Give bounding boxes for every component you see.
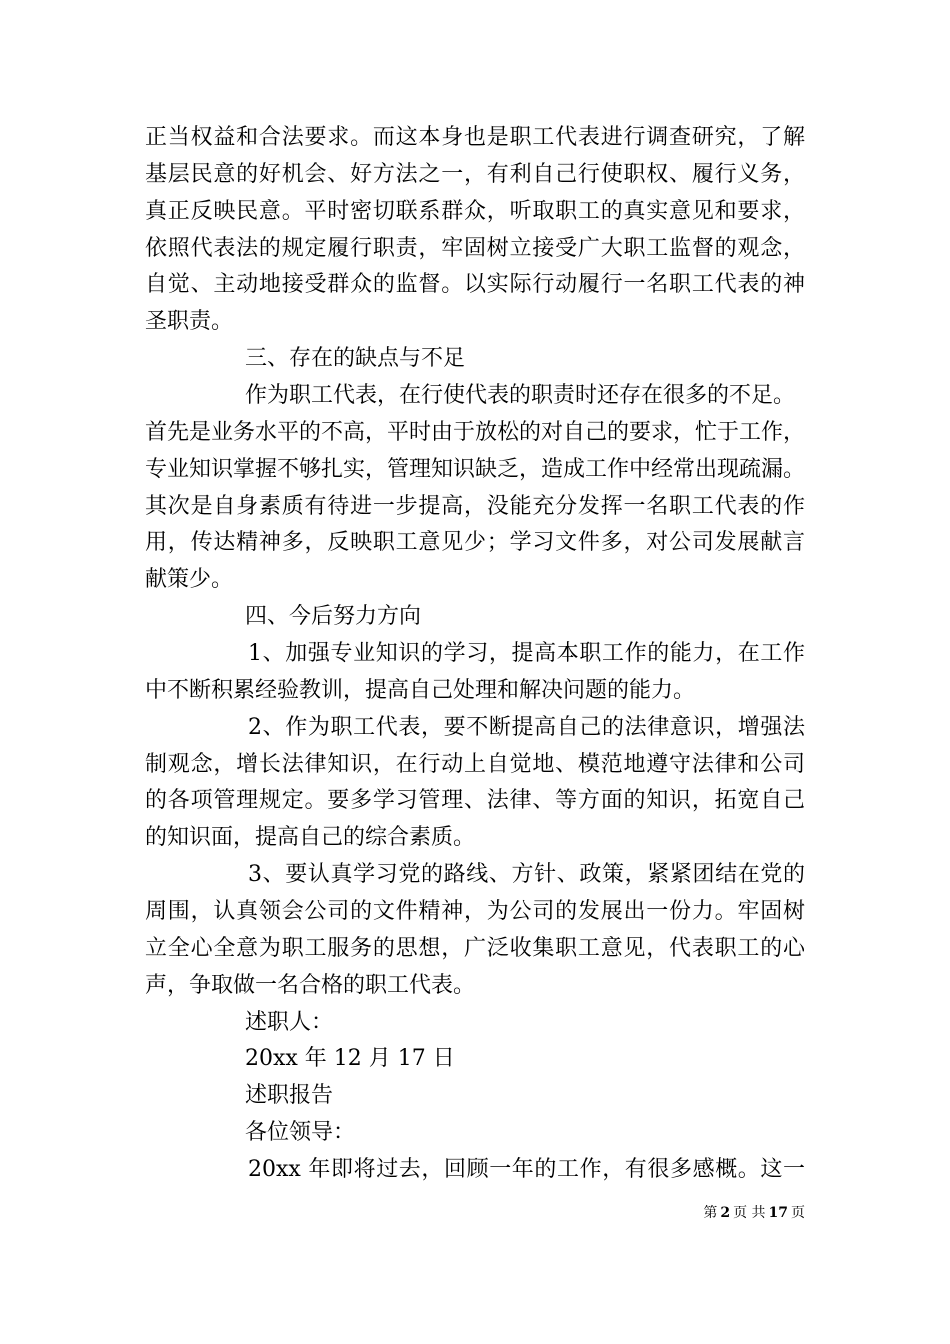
- salutation: 各位领导：: [245, 1120, 356, 1146]
- list-item-2: 2、作为职工代表，要不断提高自己的法律意识，增强法: [248, 714, 805, 740]
- text-line: 首先是业务水平的不高，平时由于放松的对自己的要求，忙于工作，: [145, 419, 805, 445]
- text-line: 用，传达精神多，反映职工意见少；学习文件多，对公司发展献言: [145, 530, 805, 556]
- text-line: 圣职责。: [145, 309, 234, 335]
- footer-suffix: 页: [791, 1205, 805, 1221]
- text-line: 立全心全意为职工服务的思想，广泛收集职工意见，代表职工的心: [145, 935, 805, 961]
- text-line: 周围，认真领会公司的文件精神，为公司的发展出一份力。牢固树: [145, 899, 805, 925]
- report-title: 述职报告: [245, 1083, 334, 1109]
- footer-middle: 页 共: [733, 1205, 766, 1221]
- document-body: [145, 120, 805, 1189]
- list-item-3: 3、要认真学习党的路线、方针、政策，紧紧团结在党的: [248, 862, 805, 888]
- text-line: 20xx 年即将过去，回顾一年的工作，有很多感概。这一: [248, 1157, 805, 1183]
- list-item-1: 1、加强专业知识的学习，提高本职工作的能力，在工作: [248, 641, 805, 667]
- text-line: 作为职工代表，在行使代表的职责时还存在很多的不足。: [245, 383, 796, 409]
- text-line: 的各项管理规定。要多学习管理、法律、等方面的知识，拓宽自己: [145, 788, 805, 814]
- section-heading-future-direction: 四、今后努力方向: [245, 604, 422, 630]
- text-line: 依照代表法的规定履行职责，牢固树立接受广大职工监督的观念，: [145, 235, 805, 261]
- page-number-footer: [703, 1203, 805, 1223]
- text-line: 献策少。: [145, 567, 234, 593]
- text-line: 声，争取做一名合格的职工代表。: [145, 972, 476, 998]
- text-line: 专业知识掌握不够扎实，管理知识缺乏，造成工作中经常出现疏漏。: [145, 456, 805, 482]
- text-line: 真正反映民意。平时密切联系群众，听取职工的真实意见和要求，: [145, 198, 805, 224]
- text-line: 制观念，增长法律知识，在行动上自觉地、模范地遵守法律和公司: [145, 751, 805, 777]
- total-page-count: 17: [768, 1205, 788, 1221]
- section-heading-shortcomings: 三、存在的缺点与不足: [245, 346, 466, 372]
- report-date: 20xx 年 12 月 17 日: [245, 1046, 455, 1072]
- text-line: 其次是自身素质有待进一步提高，没能充分发挥一名职工代表的作: [145, 493, 805, 519]
- current-page-number: 2: [720, 1205, 731, 1221]
- text-line: 的知识面，提高自己的综合素质。: [145, 825, 476, 851]
- text-line: 自觉、主动地接受群众的监督。以实际行动履行一名职工代表的神: [145, 272, 805, 298]
- reporter-label: 述职人：: [245, 1009, 334, 1035]
- text-line: 基层民意的好机会、好方法之一，有利自己行使职权、履行义务，: [145, 161, 805, 187]
- text-line: 正当权益和合法要求。而这本身也是职工代表进行调查研究，了解: [145, 125, 805, 150]
- footer-prefix: 第: [703, 1205, 718, 1221]
- text-line: 中不断积累经验教训，提高自己处理和解决问题的能力。: [145, 677, 696, 703]
